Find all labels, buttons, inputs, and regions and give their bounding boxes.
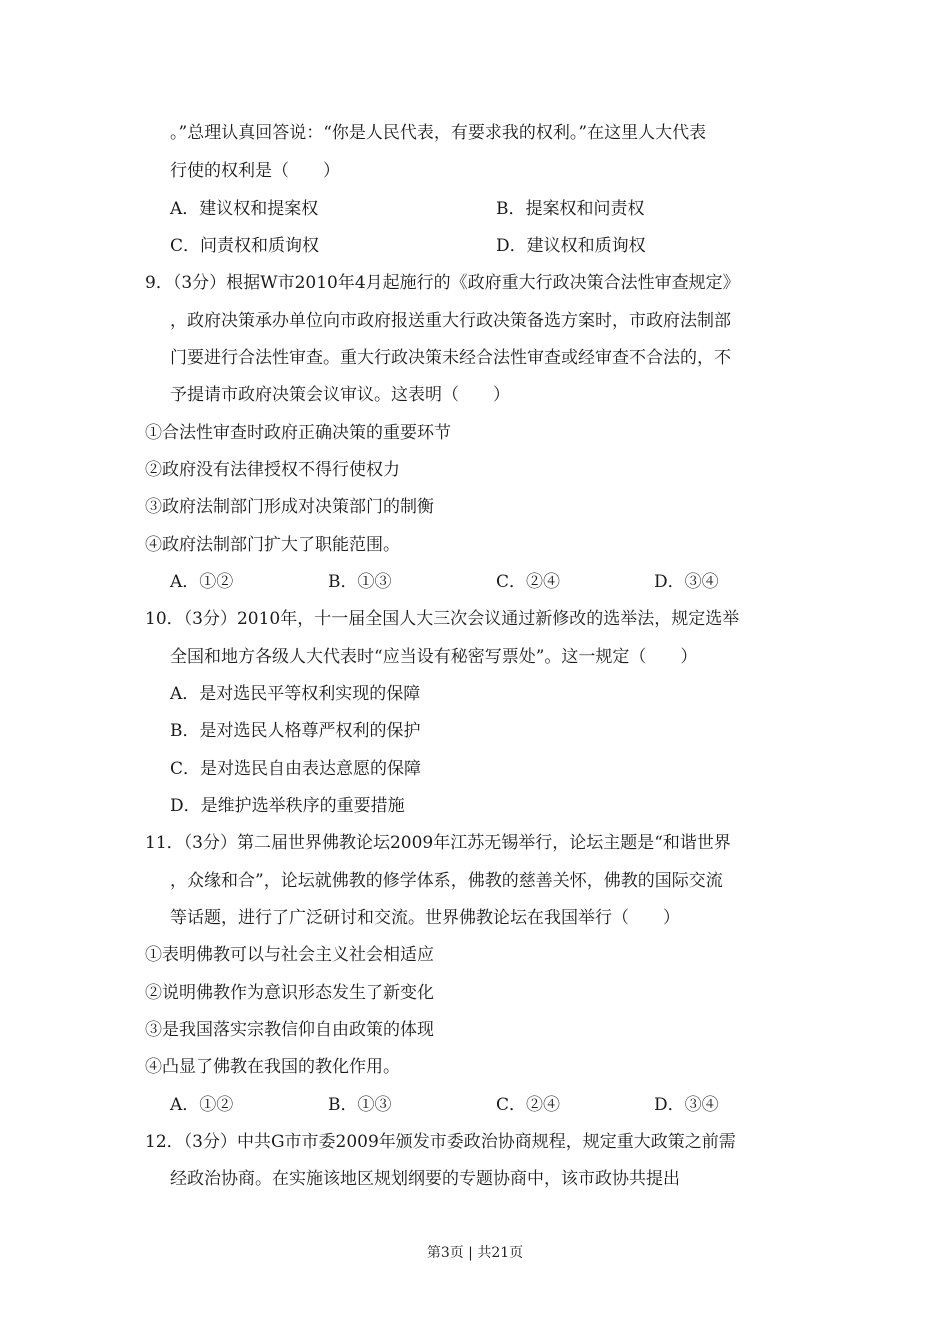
q10-stem-line-2: 全国和地方各级人大代表时“应当设有秘密写票处”。这一规定（ ） [170, 647, 698, 667]
q11-stem-line-2: ，众缘和合”，论坛就佛教的修学体系，佛教的慈善关怀，佛教的国际交流 [170, 871, 723, 891]
q9-option-c: C．②④ [496, 572, 561, 592]
q8-stem-line-1: 。”总理认真回答说：“你是人民代表，有要求我的权利。”在这里人大代表 [170, 123, 707, 143]
q11-item-2: ②说明佛教作为意识形态发生了新变化 [145, 983, 434, 1003]
q8-stem-line-2: 行使的权利是（ ） [170, 161, 340, 181]
q8-option-c: C．问责权和质询权 [170, 236, 320, 256]
q11-option-b: B．①③ [328, 1095, 392, 1115]
q11-stem-line-1: 11．（3分）第二届世界佛教论坛2009年江苏无锡举行，论坛主题是“和谐世界 [145, 833, 731, 853]
page-footer: 第3页 | 共21页 [426, 1245, 524, 1261]
q10-option-c: C．是对选民自由表达意愿的保障 [170, 759, 422, 779]
q10-option-b: B．是对选民人格尊严权利的保护 [170, 721, 421, 741]
q11-stem-line-3: 等话题，进行了广泛研讨和交流。世界佛教论坛在我国举行（ ） [170, 908, 680, 928]
q9-option-b: B．①③ [328, 572, 392, 592]
q8-option-b: B．提案权和问责权 [496, 199, 645, 219]
q11-item-4: ④凸显了佛教在我国的教化作用。 [145, 1057, 400, 1077]
q10-option-a: A．是对选民平等权利实现的保障 [170, 684, 421, 704]
q9-stem-line-2: ，政府决策承办单位向市政府报送重大行政决策备选方案时，市政府法制部 [170, 311, 731, 331]
q10-stem-line-1: 10．（3分）2010年，十一届全国人大三次会议通过新修改的选举法，规定选举 [145, 609, 740, 629]
q9-option-a: A．①② [170, 572, 234, 592]
q9-option-d: D．③④ [654, 572, 719, 592]
q11-option-c: C．②④ [496, 1095, 561, 1115]
q10-option-d: D．是维护选举秩序的重要措施 [170, 796, 405, 816]
q11-item-3: ③是我国落实宗教信仰自由政策的体现 [145, 1020, 434, 1040]
q11-option-a: A．①② [170, 1095, 234, 1115]
q11-option-d: D．③④ [654, 1095, 719, 1115]
q9-stem-line-3: 门要进行合法性审查。重大行政决策未经合法性审查或经审查不合法的，不 [170, 348, 731, 368]
q9-stem-line-4: 予提请市政府决策会议审议。这表明（ ） [170, 385, 510, 405]
q8-option-a: A．建议权和提案权 [170, 199, 319, 219]
q8-option-d: D．建议权和质询权 [496, 236, 646, 256]
q11-item-1: ①表明佛教可以与社会主义社会相适应 [145, 945, 434, 965]
q12-stem-line-2: 经政治协商。在实施该地区规划纲要的专题协商中，该市政协共提出 [170, 1169, 680, 1189]
q9-stem-line-1: 9．（3分）根据W市2010年4月起施行的《政府重大行政决策合法性审查规定》 [145, 273, 740, 293]
q9-item-2: ②政府没有法律授权不得行使权力 [145, 460, 400, 480]
q9-item-4: ④政府法制部门扩大了职能范围。 [145, 535, 400, 555]
q12-stem-line-1: 12．（3分）中共G市市委2009年颁发市委政治协商规程，规定重大政策之前需 [145, 1132, 736, 1152]
q9-item-3: ③政府法制部门形成对决策部门的制衡 [145, 497, 434, 517]
q9-item-1: ①合法性审查时政府正确决策的重要环节 [145, 423, 451, 443]
